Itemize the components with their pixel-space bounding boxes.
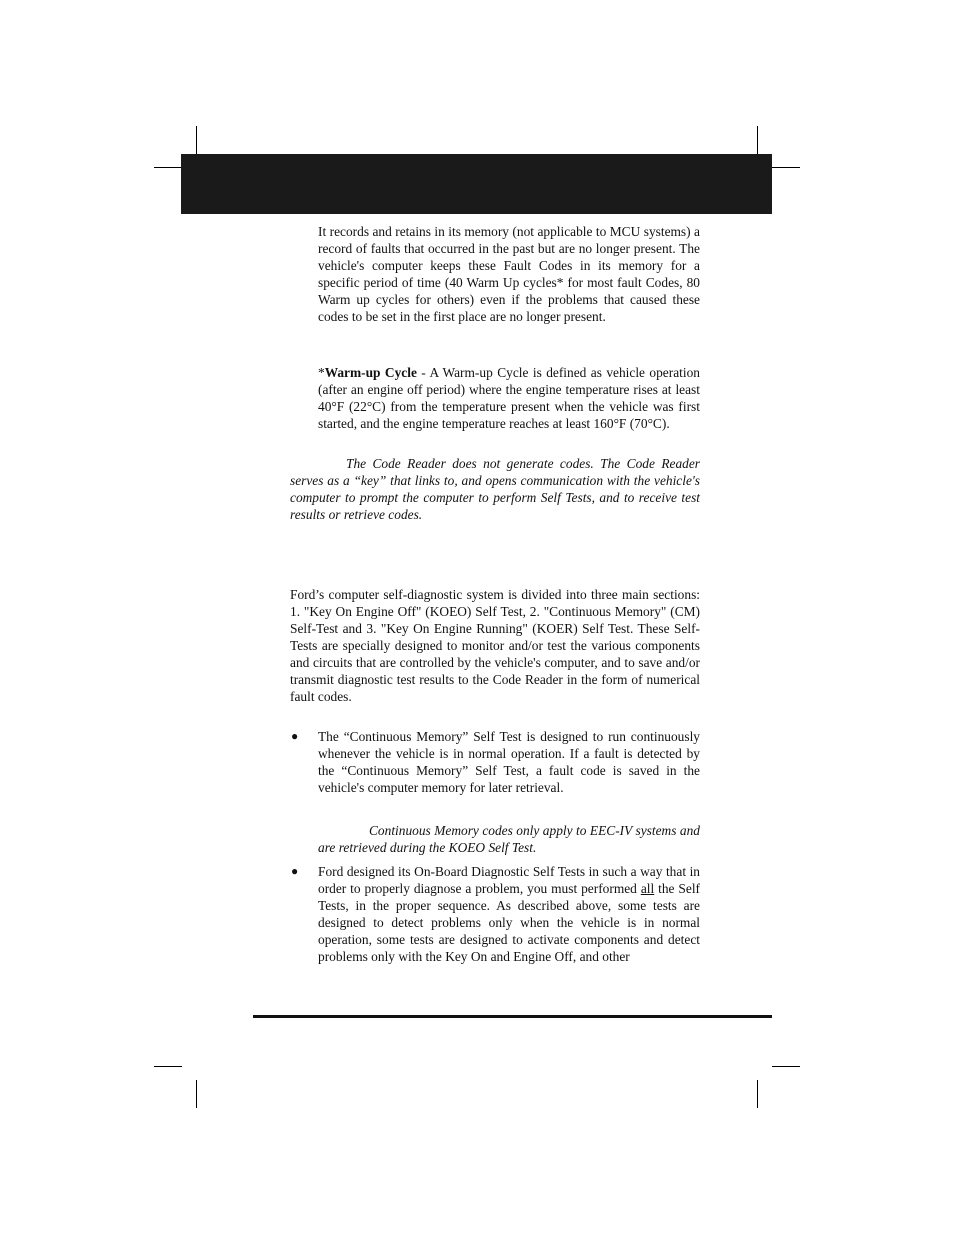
- crop-mark-bottom-left-v: [196, 1080, 197, 1108]
- warmup-term: Warm-up Cycle: [324, 365, 417, 380]
- bullet-marker-ford: ●: [291, 864, 299, 878]
- crop-mark-top-left-v: [196, 126, 197, 156]
- bullet-ford-self-tests: [318, 863, 700, 965]
- paragraph-warmup-cycle: [318, 364, 700, 432]
- warmup-asterisk: *: [318, 365, 325, 380]
- crop-mark-top-right-h: [772, 167, 800, 168]
- note-code-reader: The Code Reader does not generate codes. The Code Reader serves as a “key” that links to, and opens communication with the vehicle's computer to prompt the computer to perform Self Tests, and to receive test results or retrieve codes.: [290, 456, 700, 522]
- bullet-continuous-memory: The “Continuous Memory” Self Test is designed to run continuously whenever the vehicle is in normal operation. If a fault is detected by the “Continuous Memory” Self Test, a fault code is saved in the vehicle's computer memory for later retrieval.: [318, 729, 700, 795]
- crop-mark-bottom-right-v: [757, 1080, 758, 1108]
- bullet-marker-cm: ●: [291, 729, 299, 743]
- header-bar: [181, 154, 772, 214]
- crop-mark-bottom-right-h: [772, 1066, 800, 1067]
- ford-text-part-2: the Self Tests, in the proper sequence. As described above, some tests are designed to detect problems only when the vehicle is in normal operation, some tests are designed to activate components and detect problems only with the Key On and Engine Off, and other: [318, 881, 700, 964]
- paragraph-self-test-sections: Ford’s computer self-diagnostic system is divided into three main sections: 1. "Key On Engine Off" (KOEO) Self Test, 2. "Continuous Memory" (CM) Self-Test and 3. "Key On Engine Running" (KOER) Self Test. These Self-Tests are specially designed to monitor and/or test the various components and circuits that are controlled by the vehicle's computer, and to save and/or transmit diagnostic test results to the Code Reader in the form of numerical fault codes.: [290, 587, 700, 704]
- crop-mark-top-right-v: [757, 126, 758, 156]
- footer-rule: [253, 1015, 772, 1018]
- ford-text-underlined: all: [640, 881, 655, 896]
- paragraph-history-codes: It records and retains in its memory (not applicable to MCU systems) a record of faults that occurred in the past but are no longer present. The vehicle's computer keeps these Fault Codes in its memory for a specific period of time (40 Warm Up cycles* for most fault Codes, 80 Warm up cycles for others) even if the problems that caused these codes to be set in the first place are no longer present.: [318, 224, 700, 324]
- note-continuous-memory: Continuous Memory codes only apply to EEC-IV systems and are retrieved during the KOEO Self Test.: [318, 823, 700, 855]
- crop-mark-top-left-h: [154, 167, 182, 168]
- warmup-definition: - A Warm-up Cycle is defined as vehicle operation (after an engine off period) where the engine temperature rises at least 40°F (22°C) from the temperature present when the vehicle was first started, and the engine temperature reaches at least 160°F (70°C).: [318, 365, 700, 431]
- crop-mark-bottom-left-h: [154, 1066, 182, 1067]
- ford-text-part-1: Ford designed its On-Board Diagnostic Self Tests in such a way that in order to properly diagnose a problem, you must performed: [318, 864, 700, 896]
